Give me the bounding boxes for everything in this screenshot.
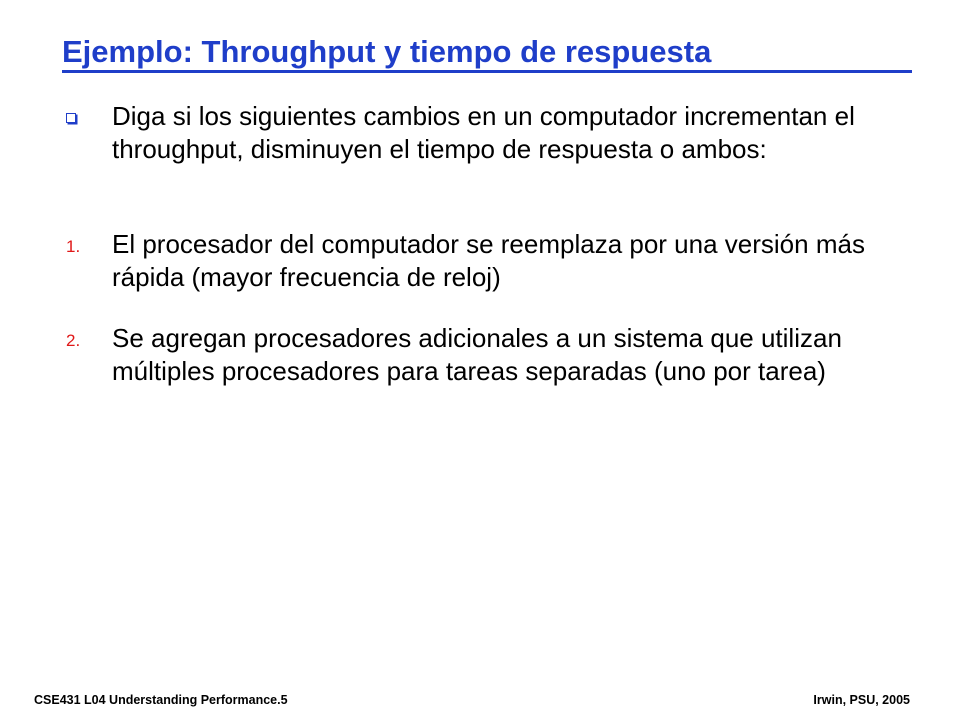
list-item-text: Se agregan procesadores adicionales a un sistema que utilizan múltiples procesadores para tareas separadas (uno por tarea) bbox=[112, 323, 842, 386]
square-bullet-icon bbox=[66, 113, 76, 123]
intro-bullet bbox=[66, 100, 926, 166]
list-item-number: 2. bbox=[66, 331, 81, 350]
footer-author-label: Irwin, PSU, 2005 bbox=[813, 693, 910, 707]
footer-course-label: CSE431 L04 Understanding Performance.5 bbox=[34, 693, 288, 707]
title-underline bbox=[62, 70, 912, 73]
list-item-number: 1. bbox=[66, 237, 81, 256]
slide-title: Ejemplo: Throughput y tiempo de respuesta bbox=[62, 34, 712, 69]
intro-bullet-text: Diga si los siguientes cambios en un computador incrementan el throughput, disminuyen el tiempo de respuesta o ambos: bbox=[112, 101, 855, 164]
list-item-text: El procesador del computador se reemplaza por una versión más rápida (mayor frecuencia de reloj) bbox=[112, 229, 865, 292]
list-item-2 bbox=[66, 322, 926, 388]
list-item-1 bbox=[66, 228, 926, 294]
